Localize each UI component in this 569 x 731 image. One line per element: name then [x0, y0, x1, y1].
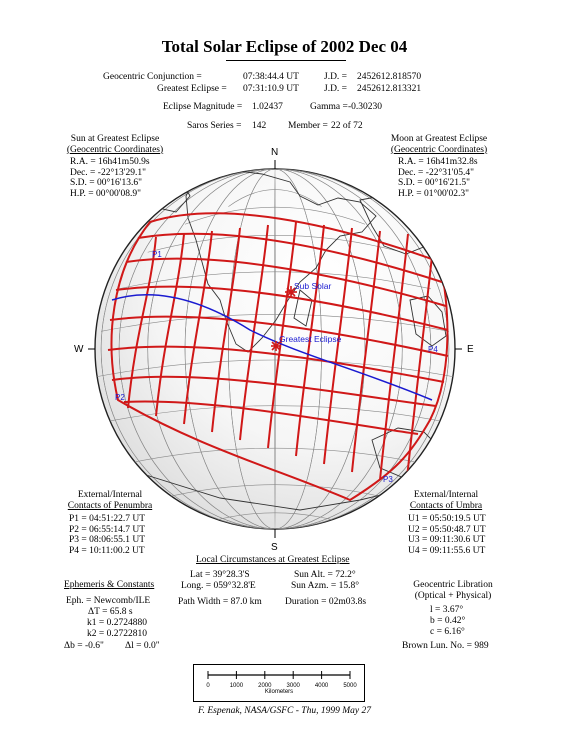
libration-heading-2: (Optical + Physical) — [414, 590, 492, 601]
local-duration: Duration = 02m03.8s — [285, 597, 367, 607]
local-heading: Local Circumstances at Greatest Eclipse — [196, 555, 350, 565]
penumbra-p3: P3 = 08:06:55.1 UT — [69, 535, 146, 545]
sub-solar-label: Sub Solar — [294, 281, 332, 291]
moon-heading-1: Moon at Greatest Eclipse — [390, 134, 488, 144]
umbra-heading-1: External/Internal — [413, 490, 479, 500]
moon-hp: H.P. = 01°00'02.3" — [398, 188, 469, 199]
jd2-label: J.D. = — [324, 84, 348, 94]
scale-ticks — [206, 671, 357, 689]
libration-c: c = 6.16° — [430, 627, 465, 637]
saros-value: 142 — [252, 121, 267, 131]
penumbra-heading — [60, 490, 160, 511]
geo-conj-label: Geocentric Conjunction = — [103, 72, 202, 82]
umbra-heading — [396, 490, 496, 511]
saros-label: Saros Series = — [187, 121, 242, 131]
penumbra-p2: P2 = 06:55:14.7 UT — [69, 524, 146, 535]
ephemeris-k2: k2 = 0.2722810 — [87, 629, 147, 639]
umbra-u1: U1 = 05:50:19.5 UT — [408, 514, 486, 524]
jd1-value: 2452612.818570 — [357, 72, 422, 82]
p3-label: P3 — [383, 475, 393, 484]
penumbra-heading-1: External/Internal — [77, 490, 143, 500]
local-path-width: Path Width = 87.0 km — [178, 597, 262, 607]
p4-label: P4 — [428, 345, 438, 354]
umbra-u2: U2 = 05:50:48.7 UT — [408, 524, 486, 535]
jd2-value: 2452612.813321 — [357, 84, 422, 94]
greatest-eclipse-label: Greatest Eclipse — [279, 334, 342, 344]
libration-l: l = 3.67° — [430, 605, 464, 615]
scale-tick-label: 1000 — [229, 683, 244, 689]
scale-box — [193, 664, 365, 702]
member-value: 22 of 72 — [331, 121, 363, 131]
gamma-label: Gamma = — [310, 102, 348, 112]
scale-tick-label: 5000 — [343, 683, 357, 689]
ephemeris-dl: Δl = 0.0" — [125, 641, 160, 651]
umbra-u4: U4 = 09:11:55.6 UT — [408, 545, 486, 556]
member-label: Member = — [288, 121, 328, 131]
penumbra-p4: P4 = 10:11:00.2 UT — [69, 545, 145, 556]
greatest-value: 07:31:10.9 UT — [243, 84, 299, 94]
gamma-value: -0.30230 — [348, 102, 383, 112]
umbra-heading-2: Contacts of Umbra — [409, 500, 483, 511]
sun-heading-2: (Geocentric Coordinates) — [66, 144, 164, 155]
scale-unit: Kilometers — [264, 689, 294, 695]
magnitude-label: Eclipse Magnitude = — [163, 102, 243, 112]
ephemeris-k1: k1 = 0.2724880 — [87, 618, 147, 628]
ephemeris-heading: Ephemeris & Constants — [64, 580, 155, 590]
libration-heading-1: Geocentric Libration — [413, 580, 493, 590]
sun-hp: H.P. = 00°00'08.9" — [70, 188, 141, 199]
geo-conj-value: 07:38:44.4 UT — [243, 72, 299, 82]
moon-heading-2: (Geocentric Coordinates) — [390, 144, 488, 155]
scale-bar — [194, 665, 364, 701]
p1-label: P1 — [152, 250, 162, 259]
penumbra-heading-2: Contacts of Penumbra — [67, 500, 153, 511]
local-sun-alt: Sun Alt. = 72.2° — [294, 570, 356, 580]
p2-label: P2 — [115, 393, 125, 402]
moon-ra: R.A. = 16h41m32.8s — [398, 157, 478, 167]
east-label: E — [467, 344, 474, 355]
umbra-values — [408, 514, 486, 556]
jd1-label: J.D. = — [324, 72, 348, 82]
ephemeris-dt: ΔT = 65.8 s — [88, 607, 133, 617]
penumbra-p1: P1 = 04:51:22.7 UT — [69, 514, 146, 524]
local-lat: Lat = 39°28.3'S — [190, 570, 250, 580]
moon-sd: S.D. = 00°16'21.5" — [398, 178, 471, 188]
credit-line: F. Espenak, NASA/GSFC - Thu, 1999 May 27 — [198, 706, 371, 716]
magnitude-value: 1.02437 — [252, 102, 283, 112]
ephemeris-db: Δb = -0.6" — [64, 641, 104, 651]
libration-heading — [402, 580, 504, 601]
local-sun-azm: Sun Azm. = 15.8° — [291, 581, 360, 591]
greatest-label: Greatest Eclipse = — [157, 84, 227, 94]
libration-b: b = 0.42° — [430, 616, 466, 626]
umbra-u3: U3 = 09:11:30.6 UT — [408, 535, 486, 545]
scale-tick-label: 3000 — [286, 683, 300, 689]
scale-tick-label: 2000 — [258, 683, 272, 689]
moon-dec: Dec. = -22°31'05.4" — [398, 167, 474, 178]
west-label: W — [74, 344, 84, 355]
scale-tick-label: 4000 — [314, 683, 329, 689]
sun-heading-1: Sun at Greatest Eclipse — [70, 134, 160, 144]
sun-dec: Dec. = -22°13'29.1" — [70, 167, 146, 178]
north-label: N — [271, 147, 279, 158]
page-title: Total Solar Eclipse of 2002 Dec 04 — [161, 37, 408, 56]
sun-ra: R.A. = 16h41m50.9s — [70, 157, 150, 167]
ephemeris-eph: Eph. = Newcomb/ILE — [66, 596, 151, 606]
local-long: Long. = 059°32.8'E — [181, 581, 256, 591]
penumbra-values — [69, 514, 145, 556]
scale-tick-label: 0 — [206, 683, 210, 689]
south-label: S — [271, 542, 278, 553]
sun-sd: S.D. = 00°16'13.6" — [70, 178, 143, 188]
libration-brown: Brown Lun. No. = 989 — [402, 641, 489, 651]
